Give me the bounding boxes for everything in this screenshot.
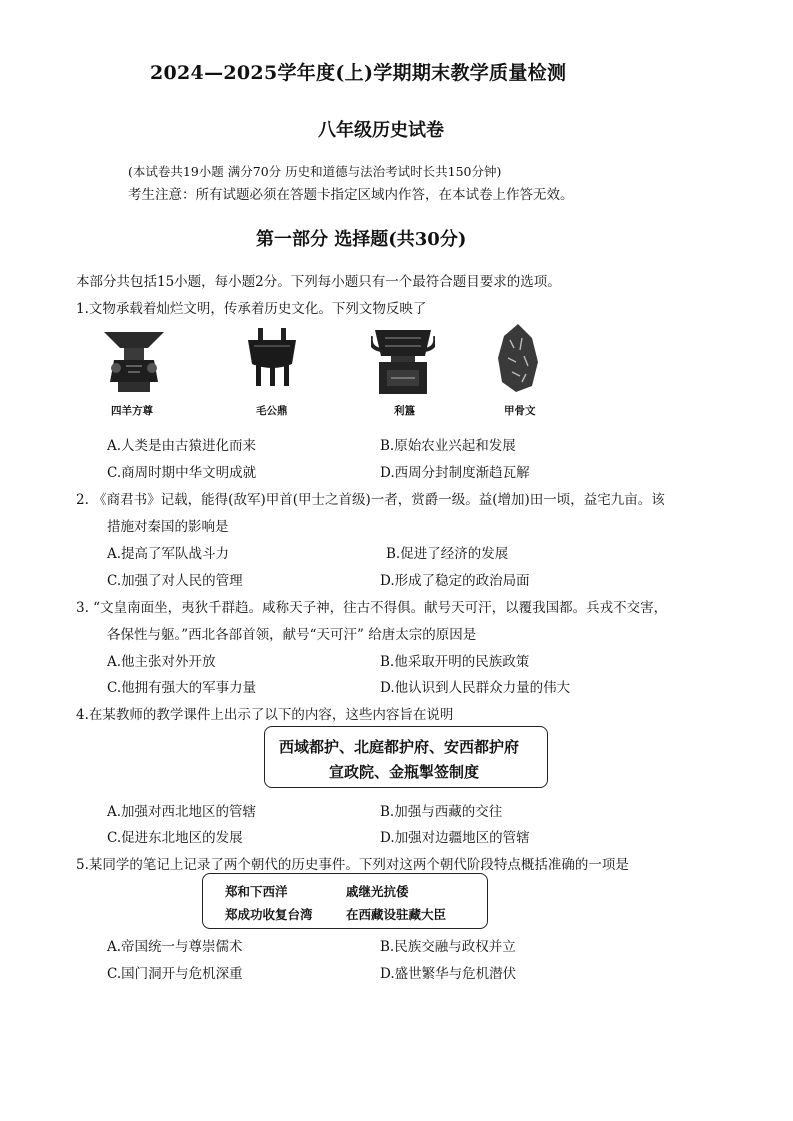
q5-note-2: 戚继光抗倭 bbox=[346, 884, 409, 899]
exam-note: (本试卷共19小题 满分70分 历史和道德与法治考试时长共150分钟) bbox=[128, 164, 502, 179]
four-ram-zun-image bbox=[100, 326, 168, 394]
q5-option-c: C.国门洞开与危机深重 bbox=[107, 966, 243, 982]
oracle-bone-image bbox=[496, 322, 540, 394]
q5-stem: 5.某同学的笔记上记录了两个朝代的历史事件。下列对这两个朝代阶段特点概括准确的一项是 bbox=[76, 857, 629, 873]
q2-option-d: D.形成了稳定的政治局面 bbox=[380, 573, 530, 589]
q4-option-d: D.加强对边疆地区的管辖 bbox=[380, 830, 530, 846]
exam-notice: 考生注意：所有试题必须在答题卡指定区域内作答，在本试卷上作答无效。 bbox=[128, 187, 574, 203]
q4-stem: 4.在某教师的教学课件上出示了以下的内容，这些内容旨在说明 bbox=[76, 707, 454, 723]
q5-note-4: 在西藏设驻藏大臣 bbox=[346, 907, 447, 922]
li-gui-image bbox=[371, 326, 435, 396]
q1-option-d: D.西周分封制度渐趋瓦解 bbox=[380, 465, 530, 481]
q4-option-c: C.促进东北地区的发展 bbox=[107, 830, 243, 846]
q5-notes-box bbox=[202, 873, 488, 929]
q4-option-a: A.加强对西北地区的管辖 bbox=[107, 804, 257, 820]
q3-stem-line2: 各保性与躯。”西北各部首领，献号“天可汗” 给唐太宗的原因是 bbox=[107, 627, 477, 643]
part1-title: 第一部分 选择题(共30分) bbox=[256, 229, 467, 250]
relic-label-mao-gong-ding: 毛公鼎 bbox=[256, 405, 288, 417]
part1-intro: 本部分共包括15小题，每小题2分。下列每小题只有一个最符合题目要求的选项。 bbox=[76, 274, 561, 290]
exam-title: 2024—2025学年度(上)学期期末教学质量检测 bbox=[150, 62, 567, 84]
q5-note-1: 郑和下西洋 bbox=[225, 884, 288, 899]
q2-stem-line2: 措施对秦国的影响是 bbox=[107, 519, 229, 535]
q3-option-b: B.他采取开明的民族政策 bbox=[380, 654, 530, 670]
q5-note-3: 郑成功收复台湾 bbox=[225, 907, 313, 922]
q4-material-line1: 西域都护、北庭都护府、安西都护府 bbox=[279, 738, 520, 756]
q4-material-line2: 宣政院、金瓶掣签制度 bbox=[329, 763, 480, 781]
q1-stem: 1.文物承载着灿烂文明，传承着历史文化。下列文物反映了 bbox=[76, 301, 427, 317]
relic-label-oracle-bones: 甲骨文 bbox=[504, 405, 536, 417]
relic-label-four-ram-zun: 四羊方尊 bbox=[111, 405, 153, 417]
q3-option-a: A.他主张对外开放 bbox=[107, 654, 216, 670]
q2-option-b: B.促进了经济的发展 bbox=[386, 546, 509, 562]
q3-stem-line1: 3. “文皇南面坐，夷狄千群趋。咸称天子神，往古不得俱。献号天可汗，以覆我国都。兵戎不交害， bbox=[76, 600, 668, 616]
q2-stem-line1: 2. 《商君书》记载，能得(敌军)甲首(甲士之首级)一者，赏爵一级。益(增加)田一顷，益宅九亩。该 bbox=[76, 492, 665, 508]
q4-material-box bbox=[264, 726, 548, 788]
q2-option-a: A.提高了军队战斗力 bbox=[107, 546, 230, 562]
q1-option-b: B.原始农业兴起和发展 bbox=[380, 438, 516, 454]
exam-subtitle: 八年级历史试卷 bbox=[318, 120, 444, 141]
relic-label-li-gui: 利簋 bbox=[394, 405, 415, 417]
q1-option-a: A.人类是由古猿进化而来 bbox=[107, 438, 257, 454]
mao-gong-ding-image bbox=[244, 326, 300, 388]
q2-option-c: C.加强了对人民的管理 bbox=[107, 573, 243, 589]
q3-option-c: C.他拥有强大的军事力量 bbox=[107, 680, 257, 696]
q5-option-a: A.帝国统一与尊崇儒术 bbox=[107, 939, 243, 955]
q3-option-d: D.他认识到人民群众力量的伟大 bbox=[380, 680, 571, 696]
q5-option-d: D.盛世繁华与危机潜伏 bbox=[380, 966, 517, 982]
q4-option-b: B.加强与西藏的交往 bbox=[380, 804, 503, 820]
q1-option-c: C.商周时期中华文明成就 bbox=[107, 465, 257, 481]
q5-option-b: B.民族交融与政权并立 bbox=[380, 939, 516, 955]
